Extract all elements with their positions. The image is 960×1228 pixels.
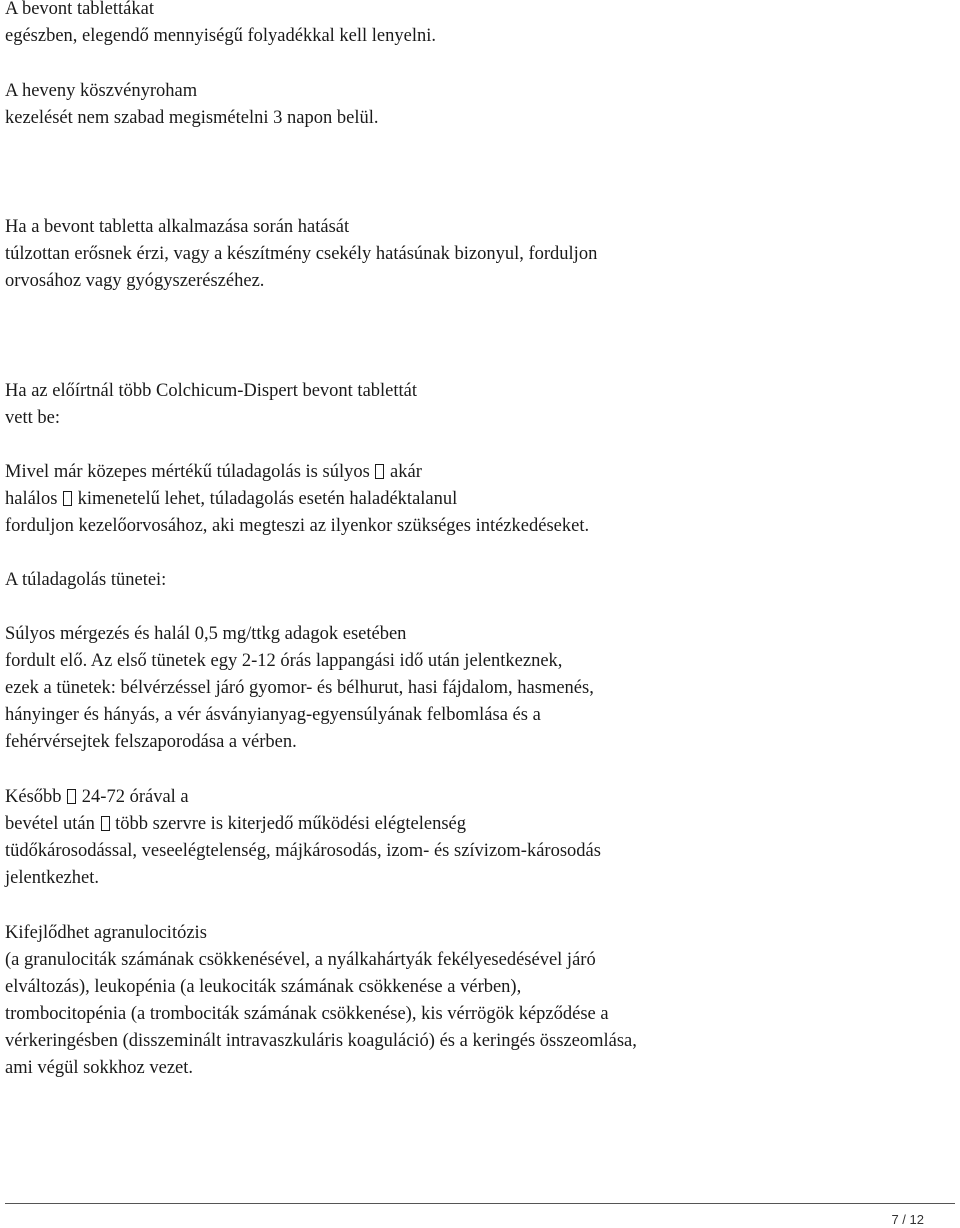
missing-glyph-icon bbox=[63, 491, 72, 506]
text-line: orvosához vagy gyógyszerészéhez. bbox=[5, 271, 265, 291]
footer-divider bbox=[5, 1203, 955, 1204]
text-line: kezelését nem szabad megismételni 3 napon belül. bbox=[5, 108, 379, 128]
section-heading: vett be: bbox=[5, 408, 60, 428]
text-line: A bevont tablettákat bbox=[5, 0, 154, 19]
text-line: Ha a bevont tabletta alkalmazása során hatását bbox=[5, 217, 350, 237]
text-line bbox=[5, 461, 422, 483]
text-segment: akár bbox=[390, 462, 422, 482]
text-line: elváltozás), leukopénia (a leukociták számának csökkenése a vérben), bbox=[5, 977, 522, 997]
text-line bbox=[5, 488, 457, 510]
text-line: trombocitopénia (a trombociták számának csökkenése), kis vérrögök képződése a bbox=[5, 1004, 609, 1024]
text-line: Kifejlődhet agranulocitózis bbox=[5, 923, 207, 943]
text-segment: halálos bbox=[5, 489, 58, 509]
text-line: hányinger és hányás, a vér ásványianyag-egyensúlyának felbomlása és a bbox=[5, 705, 541, 725]
text-line: tüdőkárosodással, veseelégtelenség, májkárosodás, izom- és szívizom-károsodás bbox=[5, 841, 601, 861]
section-heading: A túladagolás tünetei: bbox=[5, 570, 167, 590]
text-segment: több szervre is kiterjedő működési elégtelenség bbox=[115, 814, 467, 834]
text-line: Súlyos mérgezés és halál 0,5 mg/ttkg adagok esetében bbox=[5, 624, 407, 644]
text-line: jelentkezhet. bbox=[5, 868, 99, 888]
text-line: A heveny köszvényroham bbox=[5, 81, 198, 101]
text-line: (a granulociták számának csökkenésével, a nyálkahártyák fekélyesedésével járó bbox=[5, 950, 596, 970]
text-segment: 24-72 órával a bbox=[81, 787, 189, 807]
section-heading: Ha az előírtnál több Colchicum-Dispert bevont tablettát bbox=[5, 381, 418, 401]
text-line: egészben, elegendő mennyiségű folyadékkal kell lenyelni. bbox=[5, 26, 437, 46]
text-segment: Mivel már közepes mértékű túladagolás is súlyos bbox=[5, 462, 370, 482]
text-line: ami végül sokkhoz vezet. bbox=[5, 1058, 194, 1078]
missing-glyph-icon bbox=[375, 464, 384, 479]
text-segment: bevétel után bbox=[5, 814, 95, 834]
text-line: vérkeringésben (disszeminált intravaszkuláris koaguláció) és a keringés összeomlása, bbox=[5, 1031, 637, 1051]
missing-glyph-icon bbox=[67, 789, 76, 804]
text-line: forduljon kezelőorvosához, aki megteszi az ilyenkor szükséges intézkedéseket. bbox=[5, 516, 590, 536]
missing-glyph-icon bbox=[101, 816, 110, 831]
text-line bbox=[5, 786, 189, 808]
text-line bbox=[5, 813, 466, 835]
text-line: ezek a tünetek: bélvérzéssel járó gyomor- és bélhurut, hasi fájdalom, hasmenés, bbox=[5, 678, 594, 698]
text-segment: kimenetelű lehet, túladagolás esetén haladéktalanul bbox=[77, 489, 458, 509]
page-number: 7 / 12 bbox=[891, 1212, 924, 1227]
text-line: fehérvérsejtek felszaporodása a vérben. bbox=[5, 732, 297, 752]
text-segment: Később bbox=[5, 787, 62, 807]
text-line: túlzottan erősnek érzi, vagy a készítmény csekély hatásúnak bizonyul, forduljon bbox=[5, 244, 598, 264]
text-line: fordult elő. Az első tünetek egy 2-12 órás lappangási idő után jelentkeznek, bbox=[5, 651, 563, 671]
